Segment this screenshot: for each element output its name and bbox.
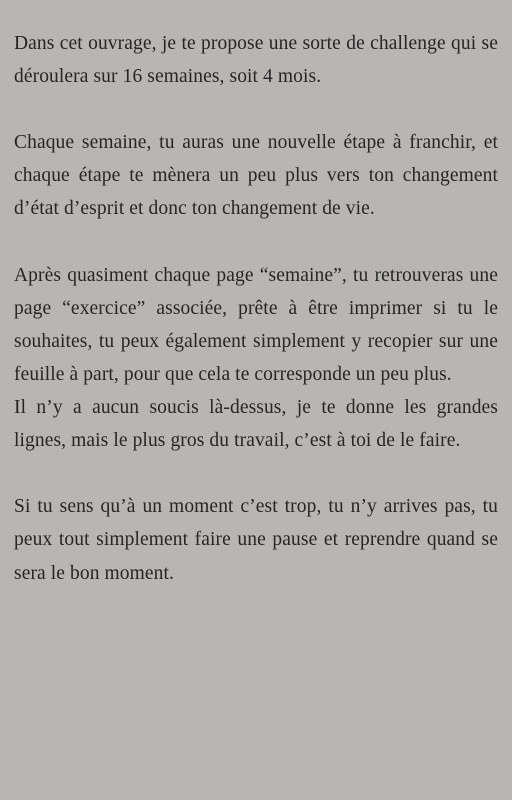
paragraph-gap [14,457,498,490]
paragraph-guidelines: Il n’y a aucun soucis là-dessus, je te donne les grandes lignes, mais le plus gros du travail, c’est à toi de le faire. [14,397,498,452]
paragraph-challenge-intro: Dans cet ouvrage, je te propose une sorte de challenge qui se déroulera sur 16 semaines, soit 4 mois. [14,33,498,88]
paragraph-take-a-break: Si tu sens qu’à un moment c’est trop, tu n’y arrives pas, tu peux tout simplement faire une pause et reprendre quand se sera le bon moment. [14,496,498,584]
paragraph-weekly-steps: Chaque semaine, tu auras une nouvelle étape à franchir, et chaque étape te mènera un peu plus vers ton changement d’état d’esprit et donc ton changement de vie. [14,132,498,220]
paragraph-exercise-pages: Après quasiment chaque page “semaine”, tu retrouveras une page “exercice” associée, prête à être imprimer si tu le souhaites, tu peux également simplement y recopier sur une feuille à part, pour que cela te corresponde un peu plus. [14,264,498,385]
paragraph-gap [14,226,498,259]
paragraph-gap [14,93,498,126]
